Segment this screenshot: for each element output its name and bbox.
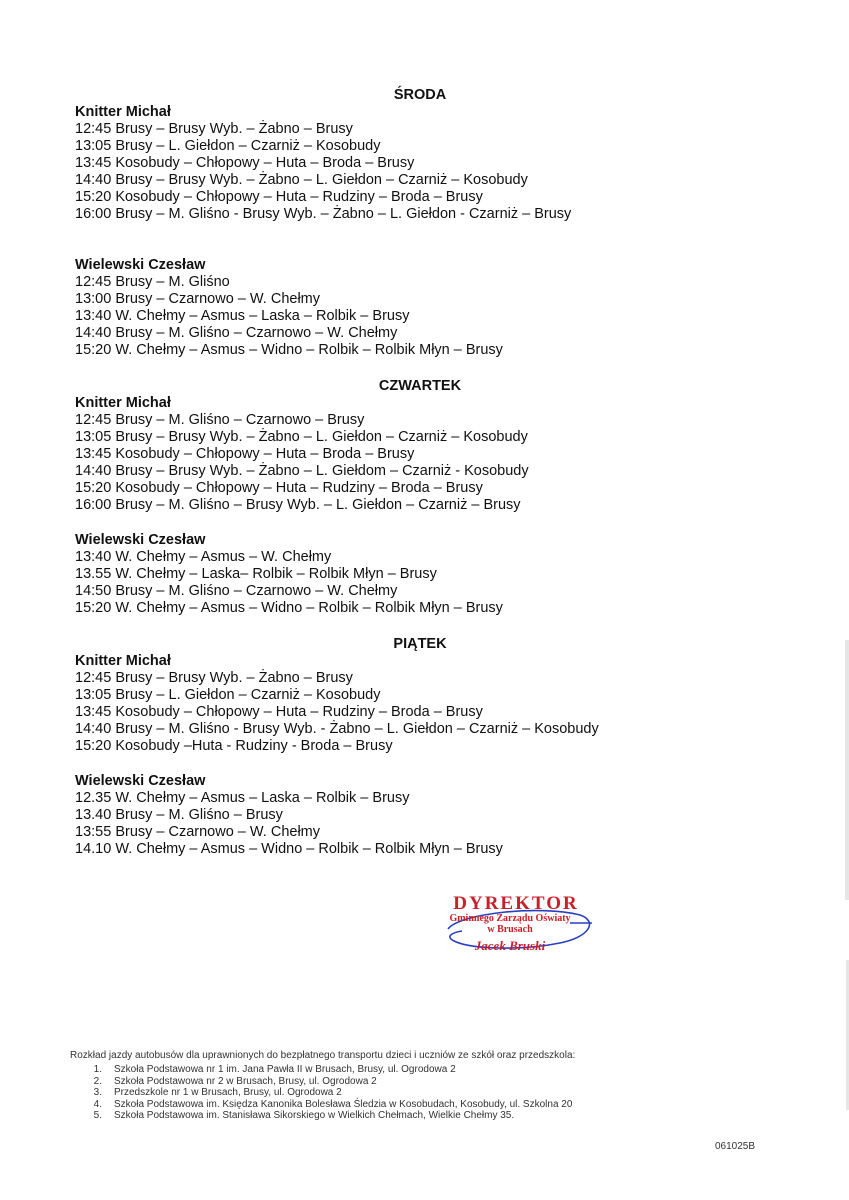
route-line: 13:55 Brusy – Czarnowo – W. Chełmy (75, 824, 320, 840)
spacer (75, 514, 775, 532)
stamp-signatory: Jacek Bruski (474, 938, 546, 953)
day-title-czwartek: CZWARTEK (378, 378, 462, 394)
driver-name: Knitter Michał (75, 395, 171, 411)
route-line: 14:40 Brusy – Brusy Wyb. – Żabno – L. Giełdon – Czarniż – Kosobudy (75, 172, 528, 188)
route-line: 14:50 Brusy – M. Gliśno – Czarnowo – W. Chełmy (75, 583, 398, 599)
list-item-number: 1. (93, 1064, 102, 1075)
list-item (70, 1064, 790, 1076)
spacer (75, 755, 775, 773)
footnote (70, 1050, 790, 1122)
route-line: 14:40 Brusy – M. Gliśno - Brusy Wyb. - Żabno – L. Giełdon – Czarniż – Kosobudy (75, 721, 599, 737)
route-line: 15:20 Kosobudy –Huta - Rudziny - Broda – Brusy (75, 738, 393, 754)
schedule-content (75, 86, 775, 858)
day-title-sroda: ŚRODA (393, 87, 447, 103)
stamp-institution: Gminnego Zarządu Oświaty (449, 913, 571, 924)
list-item-text: Szkoła Podstawowa nr 1 im. Jana Pawła II w Brusach, Brusy, ul. Ogrodowa 2 (114, 1064, 456, 1075)
scan-edge-mark (845, 640, 849, 900)
route-line: 13:05 Brusy – Brusy Wyb. – Żabno – L. Giełdon – Czarniż – Kosobudy (75, 429, 528, 445)
route-line: 15:20 Kosobudy – Chłopowy – Huta – Rudziny – Broda – Brusy (75, 480, 483, 496)
document-code: 061025B (715, 1141, 756, 1152)
route-line: 13:40 W. Chełmy – Asmus – Laska – Rolbik – Brusy (75, 308, 410, 324)
list-item-text: Szkoła Podstawowa im. Księdza Kanonika Bolesława Śledzia w Kosobudach, Kosobudy, ul. Szkolna 20 (114, 1098, 573, 1110)
route-line: 15:20 Kosobudy – Chłopowy – Huta – Rudziny – Broda – Brusy (75, 189, 483, 205)
list-item (70, 1087, 790, 1099)
route-line: 13:00 Brusy – Czarnowo – W. Chełmy (75, 291, 320, 307)
driver-name: Wielewski Czesław (75, 773, 206, 789)
route-line: 12:45 Brusy – M. Gliśno – Czarnowo – Brusy (75, 412, 365, 428)
route-line: 14:40 Brusy – Brusy Wyb. – Żabno – L. Giełdom – Czarniż - Kosobudy (75, 463, 529, 479)
driver-name: Knitter Michał (75, 653, 171, 669)
route-line: 15:20 W. Chełmy – Asmus – Widno – Rolbik – Rolbik Młyn – Brusy (75, 342, 503, 358)
spacer (75, 359, 775, 377)
list-item (70, 1110, 790, 1122)
list-item (70, 1076, 790, 1088)
route-line: 13:45 Kosobudy – Chłopowy – Huta – Broda – Brusy (75, 446, 415, 462)
list-item-text: Szkoła Podstawowa im. Stanisława Sikorskiego w Wielkich Chełmach, Wielkie Chełmy 35. (114, 1110, 515, 1121)
list-item-number: 4. (93, 1098, 102, 1110)
spacer (75, 617, 775, 635)
stamp-title: DYREKTOR (453, 893, 579, 914)
driver-name: Knitter Michał (75, 104, 171, 120)
driver-name: Wielewski Czesław (75, 257, 206, 273)
footnote-intro: Rozkład jazdy autobusów dla uprawnionych do bezpłatnego transportu dzieci i uczniów ze szkół oraz przedszkola: (70, 1050, 576, 1061)
route-line: 13.40 Brusy – M. Gliśno – Brusy (75, 807, 283, 823)
list-item-text: Przedszkole nr 1 w Brusach, Brusy, ul. Ogrodowa 2 (114, 1087, 342, 1098)
list-item-text: Szkoła Podstawowa nr 2 w Brusach, Brusy, ul. Ogrodowa 2 (114, 1075, 377, 1087)
route-line: 13.55 W. Chełmy – Laska– Rolbik – Rolbik Młyn – Brusy (75, 566, 437, 582)
route-line: 12:45 Brusy – Brusy Wyb. – Żabno – Brusy (75, 670, 353, 686)
route-line: 13:05 Brusy – L. Giełdon – Czarniż – Kosobudy (75, 687, 381, 703)
route-line: 13:45 Kosobudy – Chłopowy – Huta – Broda – Brusy (75, 155, 415, 171)
day-title-piatek: PIĄTEK (393, 636, 447, 652)
list-item-number: 3. (93, 1087, 102, 1098)
spacer (75, 223, 775, 257)
route-line: 13:05 Brusy – L. Giełdon – Czarniż – Kosobudy (75, 138, 381, 154)
list-item-number: 2. (93, 1075, 102, 1087)
route-line: 14.10 W. Chełmy – Asmus – Widno – Rolbik – Rolbik Młyn – Brusy (75, 841, 503, 857)
route-line: 14:40 Brusy – M. Gliśno – Czarnowo – W. Chełmy (75, 325, 398, 341)
list-item (70, 1099, 790, 1111)
route-line: 12:45 Brusy – Brusy Wyb. – Żabno – Brusy (75, 121, 353, 137)
director-stamp (420, 893, 600, 963)
route-line: 13:40 W. Chełmy – Asmus – W. Chełmy (75, 549, 332, 565)
route-line: 12:45 Brusy – M. Gliśno (75, 274, 230, 290)
route-line: 13:45 Kosobudy – Chłopowy – Huta – Rudziny – Broda – Brusy (75, 704, 483, 720)
stamp-location: w Brusach (487, 924, 533, 935)
list-item-number: 5. (93, 1110, 102, 1121)
route-line: 15:20 W. Chełmy – Asmus – Widno – Rolbik – Rolbik Młyn – Brusy (75, 600, 503, 616)
driver-name: Wielewski Czesław (75, 532, 206, 548)
route-line: 16:00 Brusy – M. Gliśno - Brusy Wyb. – Żabno – L. Giełdon - Czarniż – Brusy (75, 206, 572, 222)
route-line: 12.35 W. Chełmy – Asmus – Laska – Rolbik – Brusy (75, 790, 410, 806)
route-line: 16:00 Brusy – M. Gliśno – Brusy Wyb. – L. Giełdon – Czarniż – Brusy (75, 497, 521, 513)
school-list (70, 1064, 790, 1122)
